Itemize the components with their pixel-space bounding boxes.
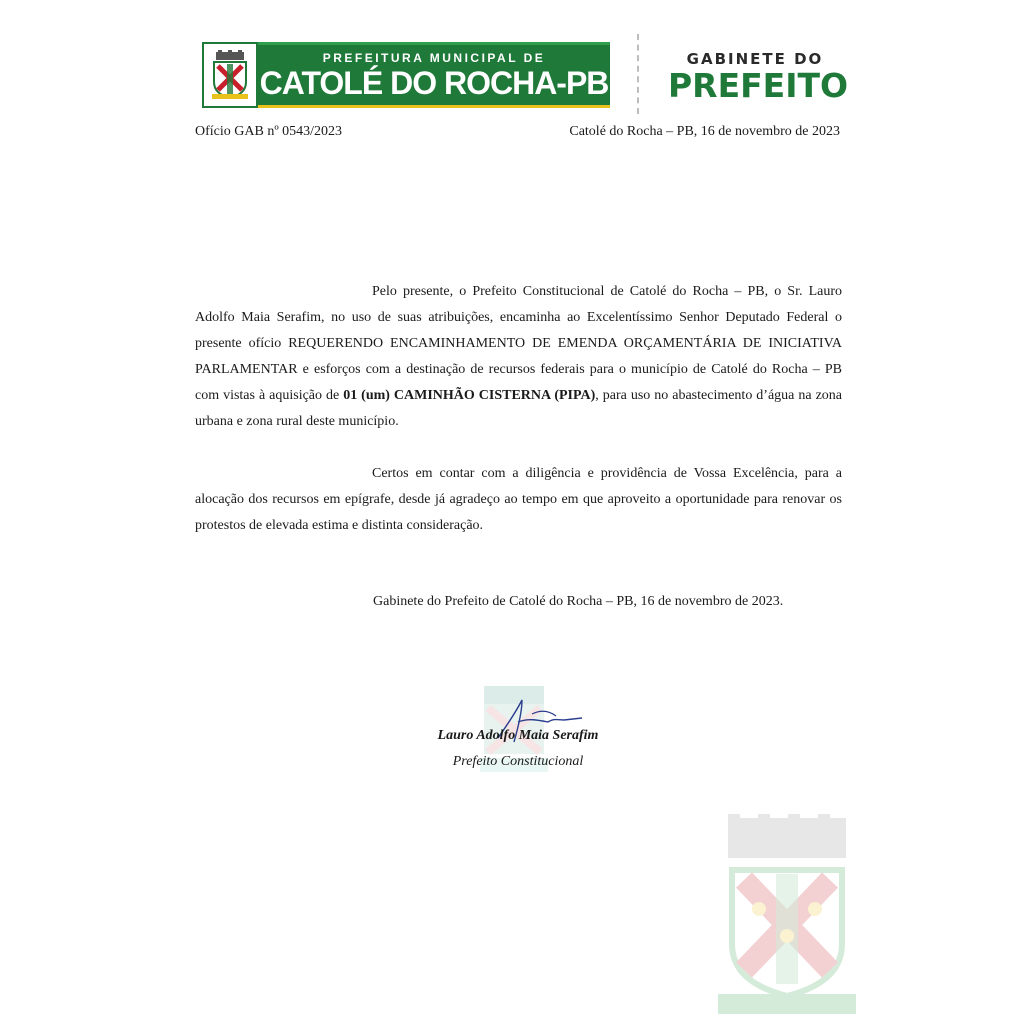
handwritten-signature <box>478 698 588 753</box>
document-place-date: Catolé do Rocha – PB, 16 de novembro de 2023 <box>569 124 840 139</box>
header-divider <box>637 34 639 114</box>
municipal-crest-icon <box>202 42 258 108</box>
closing-line: Gabinete do Prefeito de Catolé do Rocha – PB, 16 de novembro de 2023. <box>373 594 784 609</box>
crest-watermark-icon <box>714 814 860 1025</box>
office-title: PREFEITO <box>668 66 849 105</box>
document-reference: Ofício GAB nº 0543/2023 <box>195 124 343 139</box>
body-paragraph-2 <box>195 461 842 539</box>
paragraph-1-text-a: Pelo presente, o Prefeito Constitucional de Catolé do Rocha – PB, o Sr. Lauro Adolfo Maia Serafim, no uso de suas atribuições, encaminha ao Excelentíssimo Senhor Deputado Federal o presente ofício REQUERENDO ENCAMINHAMENTO DE EMENDA ORÇAMENTÁRIA DE INICIATIVA PARLAMENTAR e esforços com a destinação de recursos federais para o município de Catolé do Rocha – PB com vistas à aquisição de <box>195 284 842 403</box>
prefeitura-banner <box>202 42 610 108</box>
paragraph-1-bold-item: 01 (um) CAMINHÃO CISTERNA (PIPA) <box>343 388 596 403</box>
banner-subtitle: PREFEITURA MUNICIPAL DE <box>322 50 546 65</box>
banner-title-block <box>258 42 610 108</box>
signatory-name: Lauro Adolfo Maia Serafim <box>437 728 599 743</box>
body-paragraph-1 <box>195 279 842 435</box>
paragraph-2-text: Certos em contar com a diligência e providência de Vossa Excelência, para a alocação dos recursos em epígrafe, desde já agradeço ao tempo em que aproveito a oportunidade para renovar os protestos de elevada estima e distinta consideração. <box>195 466 842 533</box>
office-label: GABINETE DO <box>686 50 824 68</box>
banner-city-name: CATOLÉ DO ROCHA-PB <box>259 64 609 101</box>
signatory-title: Prefeito Constitucional <box>452 754 584 769</box>
paragraph-1-text-b: , para uso no abastecimento d’água na zona urbana e zona rural deste município. <box>195 388 842 429</box>
